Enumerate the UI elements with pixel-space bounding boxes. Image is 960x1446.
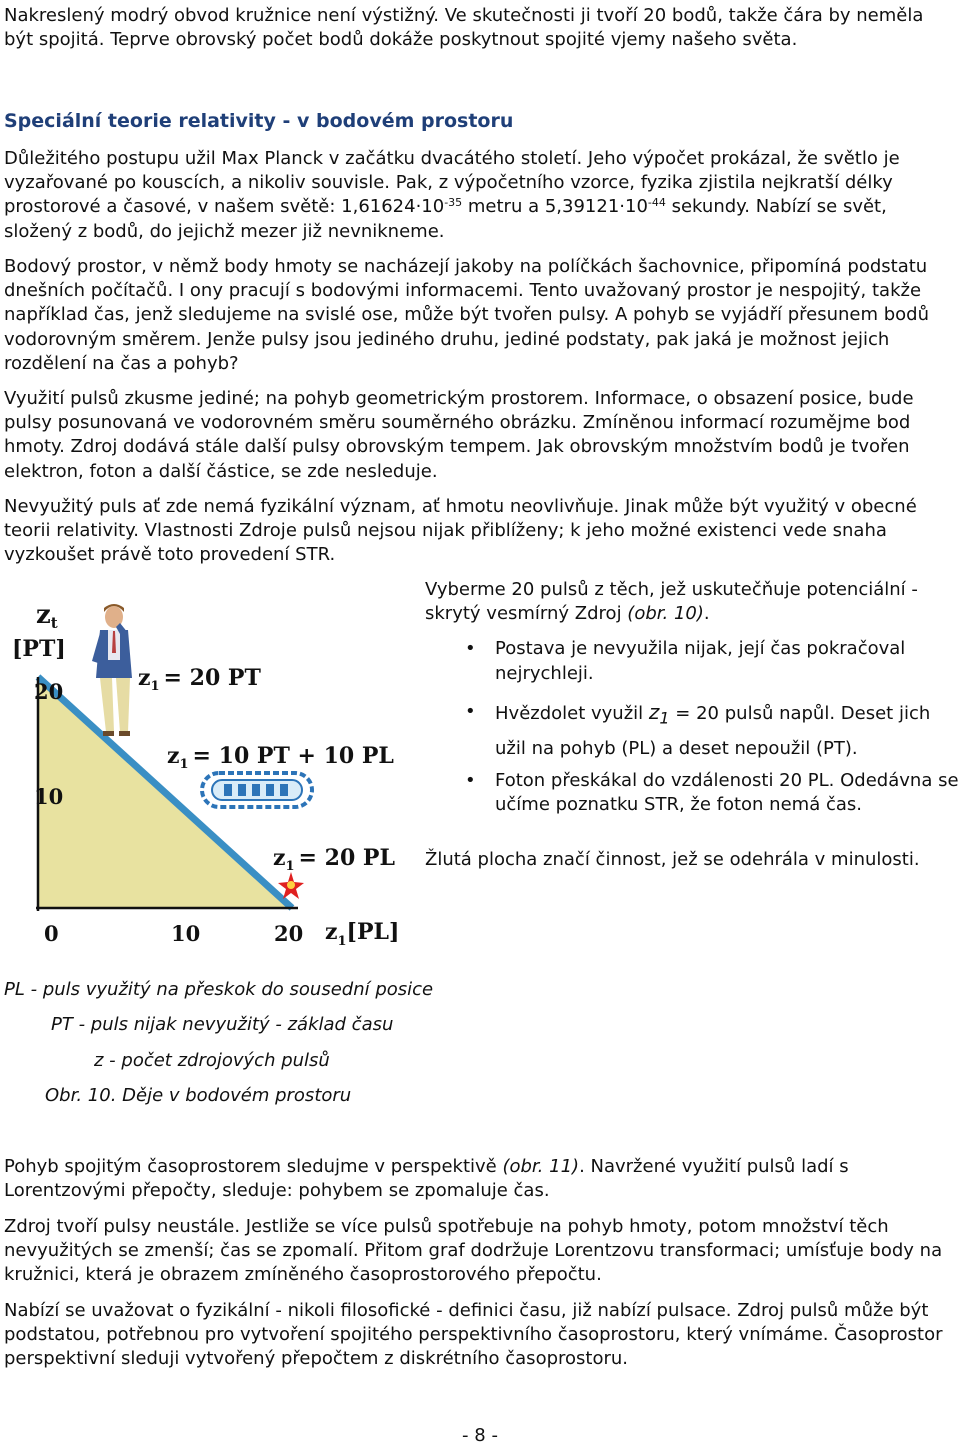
legend-pl: PL - puls využitý na přeskok do sousední posice <box>4 979 434 1000</box>
label-person-value: = 20 PT <box>163 665 261 691</box>
y-tick-10: 10 <box>34 784 64 809</box>
x-axis-unit: [PL] <box>346 919 400 945</box>
section-heading: Speciální teorie relativity - v bodovém prostoru <box>4 110 514 132</box>
x-axis-name: z <box>325 919 338 945</box>
x-axis-sub: 1 <box>337 934 347 949</box>
legend-pt: PT - puls nijak nevyužitý - základ času <box>51 1014 394 1035</box>
svg-text:z1= 10 PT + 10 PL <box>167 743 394 772</box>
bullet-person <box>425 637 960 686</box>
exponent-length: -35 <box>444 196 463 210</box>
bullet-spaceship-z: z <box>648 700 660 724</box>
x-tick-10: 10 <box>171 921 201 946</box>
y-tick-20: 20 <box>34 679 64 704</box>
y-axis-sub: t <box>50 614 58 632</box>
bullet-spaceship-text-a: Hvězdolet využil <box>495 703 649 724</box>
perspective-ref: (obr. 11) <box>502 1156 580 1177</box>
perspective-text-b: . Navržené využití pulsů ladí s Lorentzovými přepočty, sleduje: pohybem se zpomaluje čas. <box>4 1156 849 1202</box>
x-tick-20: 20 <box>274 921 304 946</box>
planck-text-b: metru a 5,39121·10 <box>462 196 648 218</box>
bullet-person-text: Postava je nevyužila nijak, její čas pokračoval nejrychleji. <box>495 638 906 684</box>
figure-intro-end: . <box>703 603 710 625</box>
label-photon-z: z <box>273 845 286 871</box>
intro-paragraph: Nakreslený modrý obvod kružnice není výstižný. Ve skutečnosti ji tvoří 20 bodů, takže čára by neměla být spojitá. Teprve obrovský počet bodů dokáže poskytnout spojité vjemy našeho světa. <box>4 5 924 51</box>
svg-text:z1= 20 PL <box>273 845 395 874</box>
label-ship-z: z <box>167 743 180 769</box>
label-photon-sub: 1 <box>285 859 295 874</box>
x-tick-0: 0 <box>44 921 59 946</box>
legend-z: z - počet zdrojových pulsů <box>94 1050 330 1071</box>
svg-text:z1[PL] <box>325 919 399 949</box>
label-photon-value: = 20 PL <box>298 845 395 871</box>
bullet-spaceship-sub: 1 <box>659 708 670 728</box>
exponent-time: -44 <box>647 196 666 210</box>
planck-text-a: Důležitého postupu užil Max Planck v začátku dvacátého století. Jeho výpočet prokázal, že světlo je vyzařované po kouscích, a nikoliv souvisle. Pak, z výpočetního vzorce, fyzika zjistila nejkratší délky prostorové a časové, v našem světě: 1,61624·10 <box>4 148 900 218</box>
figure-bullets <box>425 637 960 829</box>
figure-ref: (obr. 10) <box>627 603 704 625</box>
label-ship-value: = 10 PT + 10 PL <box>192 743 394 769</box>
source-paragraph: Zdroj tvoří pulsy neustále. Jestliže se více pulsů spotřebuje na pohyb hmoty, potom množství těch nevyužitých se zmenší; čas se zpomalí. Přitom graf dodržuje Lorentzovu transformaci; umísťuje body na kružnici, která je obrazem zmíněného časoprostorového přepočtu. <box>4 1216 943 1286</box>
bullet-spaceship <box>425 697 960 764</box>
unused-pulse-paragraph: Nevyužitý puls ať zde nemá fyzikální význam, ať hmotu neovlivňuje. Jinak může být využitý v obecné teorii relativity. Vlastnosti Zdroje pulsů nejsou nijak přiblíženy; k jeho možné existenci vede snaha vyzkoušet právě toto provedení STR. <box>4 496 917 566</box>
time-definition-paragraph: Nabízí se uvažovat o fyzikální - nikoli filosofické - definici času, již nabízí pulsace. Zdroj pulsů může být podstatou, potřebnou pro vytvoření spojitého perspektivního časoprostoru, který vnímáme. Časoprostor perspektivní sleduji vytvořený přepočtem z diskrétního časoprostoru. <box>4 1300 943 1370</box>
label-person-z: z <box>138 665 151 691</box>
svg-text:z1= 20 PT <box>138 665 261 694</box>
svg-text:zt <box>36 600 58 632</box>
figure-intro <box>425 578 960 626</box>
point-space-paragraph: Bodový prostor, v němž body hmoty se nacházejí jakoby na políčkách šachovnice, připomíná podstatu dnešních počítačů. I ony pracují s bodovými informacemi. Tento uvažovaný prostor je nespojitý, takže například čas, jenž sledujeme na svislé ose, může být tvořen pulsy. A pohyb se vyjádří přesunem bodů vodorovným směrem. Jenže pulsy jsou jediného druhu, jediné podstaty, pak jaká je možnost jejich rozdělení na čas a pohyb? <box>4 256 929 374</box>
page-number: - 8 - <box>462 1425 498 1446</box>
bullet-photon-text: Foton přeskákal do vzdálenosti 20 PL. Odedávna se učíme poznatku STR, že foton nemá čas. <box>495 769 959 816</box>
spaceship-icon <box>202 773 312 807</box>
y-axis-unit: [PT] <box>12 636 66 662</box>
perspective-text-a: Pohyb spojitým časoprostorem sledujme v perspektivě <box>4 1156 503 1177</box>
yellow-area-note: Žlutá plocha značí činnost, jež se odehrála v minulosti. <box>425 849 920 870</box>
planck-text-c: sekundy. Nabízí se svět, složený z bodů, do jejichž mezer již nevnikneme. <box>4 196 887 242</box>
figure-intro-text: Vyberme 20 pulsů z těch, jež uskutečňuje potenciální - skrytý vesmírný Zdroj <box>425 579 918 625</box>
y-axis-name: z <box>36 600 51 630</box>
label-person-sub: 1 <box>150 679 160 694</box>
bullet-spaceship-text-b: = 20 pulsů napůl. Deset jich užil na pohyb (PL) a deset nepoužil (PT). <box>495 703 931 759</box>
perspective-paragraph <box>4 1155 954 1203</box>
pulse-usage-paragraph: Využití pulsů zkusme jediné; na pohyb geometrickým prostorem. Informace, o obsazení posice, bude pulsy posunovaná ve vodorovném směru souměrného obrázku. Zmíněnou informací rozumějme bod hmoty. Zdroj dodává stále další pulsy obrovským tempem. Jak obrovským množstvím bodů je tvořen elektron, foton a další částice, se zde nesleduje. <box>4 388 914 482</box>
figure-caption: Obr. 10. Děje v bodovém prostoru <box>45 1085 352 1106</box>
figure-10-diagram <box>0 585 420 955</box>
label-ship-sub: 1 <box>179 757 189 772</box>
planck-paragraph <box>4 147 954 244</box>
person-figure <box>92 604 132 736</box>
bullet-photon <box>425 769 960 818</box>
